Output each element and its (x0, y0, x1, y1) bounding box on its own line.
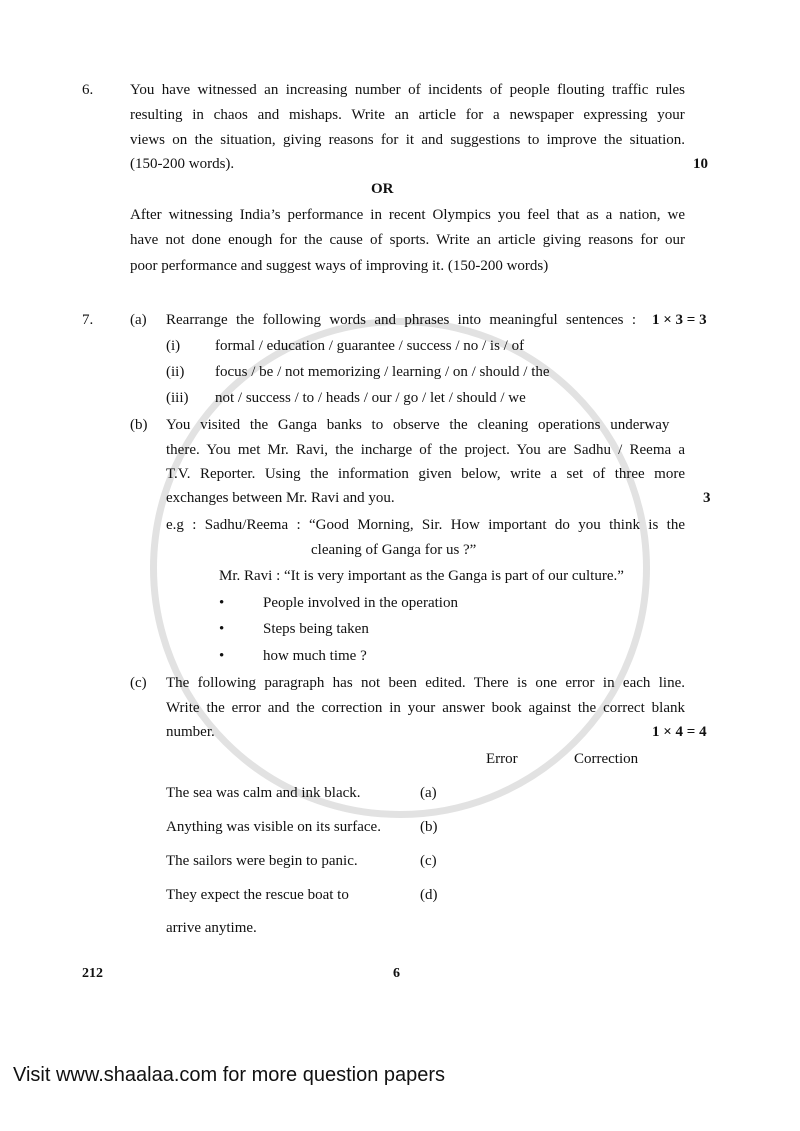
bullet-text: Steps being taken (263, 621, 369, 637)
q7c-line: The following paragraph has not been edited. There is one error in each line. (166, 675, 685, 691)
bullet-icon: • (219, 621, 225, 637)
paragraph-line: arrive anytime. (166, 920, 257, 936)
marks: 1 × 4 = 4 (652, 724, 707, 740)
q6-line: resulting in chaos and mishaps. Write an article for a newspaper expressing your (130, 107, 685, 123)
item-text: not / success / to / heads / our / go / let / should / we (215, 390, 526, 406)
q6-alt-line: poor performance and suggest ways of improving it. (150-200 words) (130, 258, 549, 274)
part-label: (c) (130, 675, 147, 691)
paragraph-line: The sea was calm and ink black. (166, 785, 361, 801)
marks: 1 × 3 = 3 (652, 312, 707, 328)
bullet-text: People involved in the operation (263, 595, 458, 611)
item-text: formal / education / guarantee / success / no / is / of (215, 338, 525, 354)
example-line: e.g : Sadhu/Reema : “Good Morning, Sir. How important do you think is the (166, 517, 685, 533)
part-label: (b) (130, 417, 148, 433)
q6-alt-line: After witnessing India’s performance in recent Olympics you feel that as a nation, we (130, 207, 685, 223)
item-label: (ii) (166, 364, 185, 380)
q7a-text: Rearrange the following words and phrases into meaningful sentences : (166, 312, 636, 328)
q7b-line: You visited the Ganga banks to observe the cleaning operations underway (166, 417, 670, 433)
blank-label: (a) (420, 785, 437, 801)
bullet-text: how much time ? (263, 648, 367, 664)
or-heading: OR (371, 181, 394, 197)
q6-line: views on the situation, giving reasons for it and suggestions to improve the situation. (130, 132, 685, 148)
question-number: 7. (82, 312, 94, 328)
q6-line: You have witnessed an increasing number of incidents of people flouting traffic rules (130, 82, 685, 98)
item-label: (i) (166, 338, 181, 354)
q7b-line: exchanges between Mr. Ravi and you. (166, 490, 395, 506)
marks: 3 (703, 490, 711, 506)
q7b-line: there. You met Mr. Ravi, the incharge of the project. You are Sadhu / Reema a (166, 442, 685, 458)
paragraph-line: The sailors were begin to panic. (166, 853, 358, 869)
paragraph-line: They expect the rescue boat to (166, 887, 349, 903)
blank-label: (d) (420, 887, 438, 903)
q7c-line: number. (166, 724, 215, 740)
bullet-icon: • (219, 648, 225, 664)
ravi-line: Mr. Ravi : “It is very important as the Ganga is part of our culture.” (219, 568, 624, 584)
page-number: 6 (393, 966, 400, 981)
column-header-correction: Correction (574, 751, 639, 767)
blank-label: (c) (420, 853, 437, 869)
paper-code: 212 (82, 966, 103, 981)
marks: 10 (693, 156, 708, 172)
item-text: focus / be / not memorizing / learning / on / should / the (215, 364, 550, 380)
q7c-line: Write the error and the correction in your answer book against the correct blank (166, 700, 685, 716)
q6-alt-line: have not done enough for the cause of sports. Write an article giving reasons for our (130, 232, 685, 248)
q6-line: (150-200 words). (130, 156, 235, 172)
paragraph-line: Anything was visible on its surface. (166, 819, 381, 835)
example-line: cleaning of Ganga for us ?” (311, 542, 477, 558)
bullet-icon: • (219, 595, 225, 611)
column-header-error: Error (486, 751, 518, 767)
visit-banner: Visit www.shaalaa.com for more question papers (13, 1064, 446, 1086)
part-label: (a) (130, 312, 147, 328)
q7b-line: T.V. Reporter. Using the information given below, write a set of three more (166, 466, 685, 482)
question-number: 6. (82, 82, 94, 98)
item-label: (iii) (166, 390, 189, 406)
blank-label: (b) (420, 819, 438, 835)
